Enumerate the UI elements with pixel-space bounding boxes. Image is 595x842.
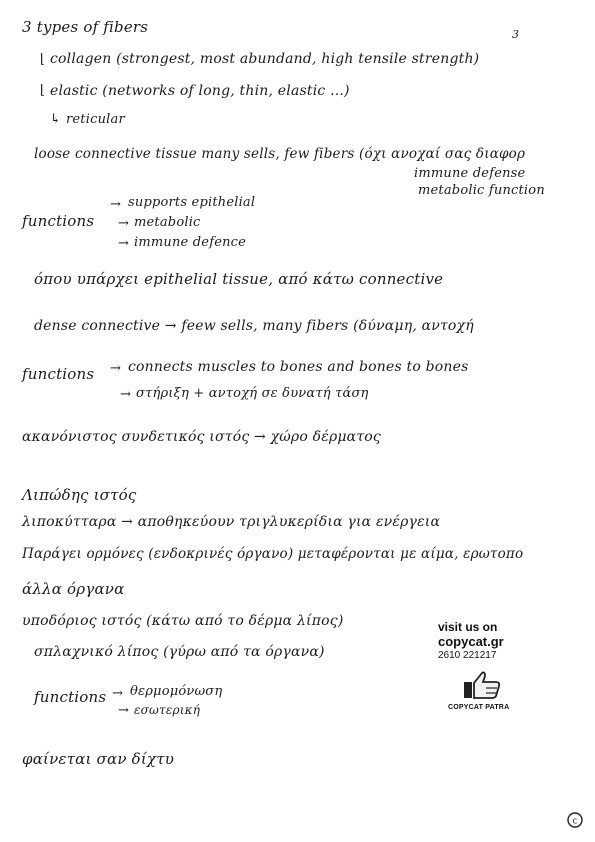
arrow-mark: → bbox=[120, 387, 131, 402]
note-line: reticular bbox=[66, 112, 125, 127]
ad-website: copycat.gr bbox=[438, 634, 504, 649]
copycat-advertisement bbox=[438, 620, 550, 711]
note-line: connects muscles to bones and bones to bones bbox=[128, 359, 469, 375]
note-line: collagen (strongest, most abundand, high tensile strength) bbox=[50, 51, 480, 67]
note-line: immune defense bbox=[414, 166, 526, 181]
note-line: ακανόνιστος συνδετικός ιστός → χώρο δέρματος bbox=[22, 429, 381, 445]
bracket-mark: ⌊ bbox=[40, 83, 46, 98]
note-line: Λιπώδης ιστός bbox=[22, 486, 137, 504]
thumbs-up-icon bbox=[462, 670, 502, 700]
arrow-mark: ↳ bbox=[50, 112, 61, 127]
arrow-mark: → bbox=[110, 361, 121, 376]
ad-visit-text: visit us on bbox=[438, 620, 498, 634]
ad-phone: 2610 221217 bbox=[438, 650, 497, 661]
note-line: στήριξη + αντοχή σε δυνατή τάση bbox=[136, 386, 369, 401]
note-line: metabolic bbox=[134, 215, 201, 230]
note-line: metabolic function bbox=[418, 183, 545, 198]
note-line: όπου υπάρχει epithelial tissue, από κάτω connective bbox=[34, 270, 444, 288]
arrow-mark: → bbox=[118, 216, 129, 231]
note-line: Παράγει ορμόνες (ενδοκρινές όργανο) μεταφέρονται με αίμα, ερωτοπο bbox=[22, 546, 524, 562]
note-line: 3 types of fibers bbox=[22, 18, 149, 36]
arrow-mark: → bbox=[110, 197, 121, 212]
note-line: loose connective tissue many sells, few fibers (όχι ανοχαί σας διαφορ bbox=[34, 146, 526, 162]
note-line: dense connective → feew sells, many fibers (δύναμη, αντοχή bbox=[34, 318, 474, 334]
note-line: functions bbox=[34, 688, 107, 706]
note-line: φαίνεται σαν δίχτυ bbox=[22, 750, 175, 768]
note-line: σπλαχνικό λίπος (γύρω από τα όργανα) bbox=[34, 644, 325, 660]
note-line: εσωτερική bbox=[134, 703, 201, 717]
page-mark-text: c bbox=[572, 816, 578, 827]
note-line: υποδόριος ιστός (κάτω από το δέρμα λίπος) bbox=[22, 613, 344, 629]
note-line: immune defence bbox=[134, 235, 247, 250]
note-line: λιποκύτταρα → αποθηκεύουν τριγλυκερίδια για ενέργεια bbox=[22, 514, 441, 530]
arrow-mark: → bbox=[112, 686, 123, 701]
note-line: elastic (networks of long, thin, elastic ...) bbox=[50, 83, 350, 99]
note-line: άλλα όργανα bbox=[22, 580, 125, 598]
note-line: supports epithelial bbox=[128, 195, 256, 210]
arrow-mark: → bbox=[118, 236, 129, 251]
arrow-mark: → bbox=[118, 703, 129, 718]
bracket-mark: ⌊ bbox=[40, 52, 46, 67]
page-number: 3 bbox=[512, 28, 519, 41]
note-line: functions bbox=[22, 212, 95, 230]
ad-caption: COPYCAT PATRA bbox=[448, 704, 510, 711]
note-line: θερμομόνωση bbox=[130, 684, 223, 699]
note-line: functions bbox=[22, 365, 95, 383]
page-mark-icon bbox=[566, 811, 584, 829]
